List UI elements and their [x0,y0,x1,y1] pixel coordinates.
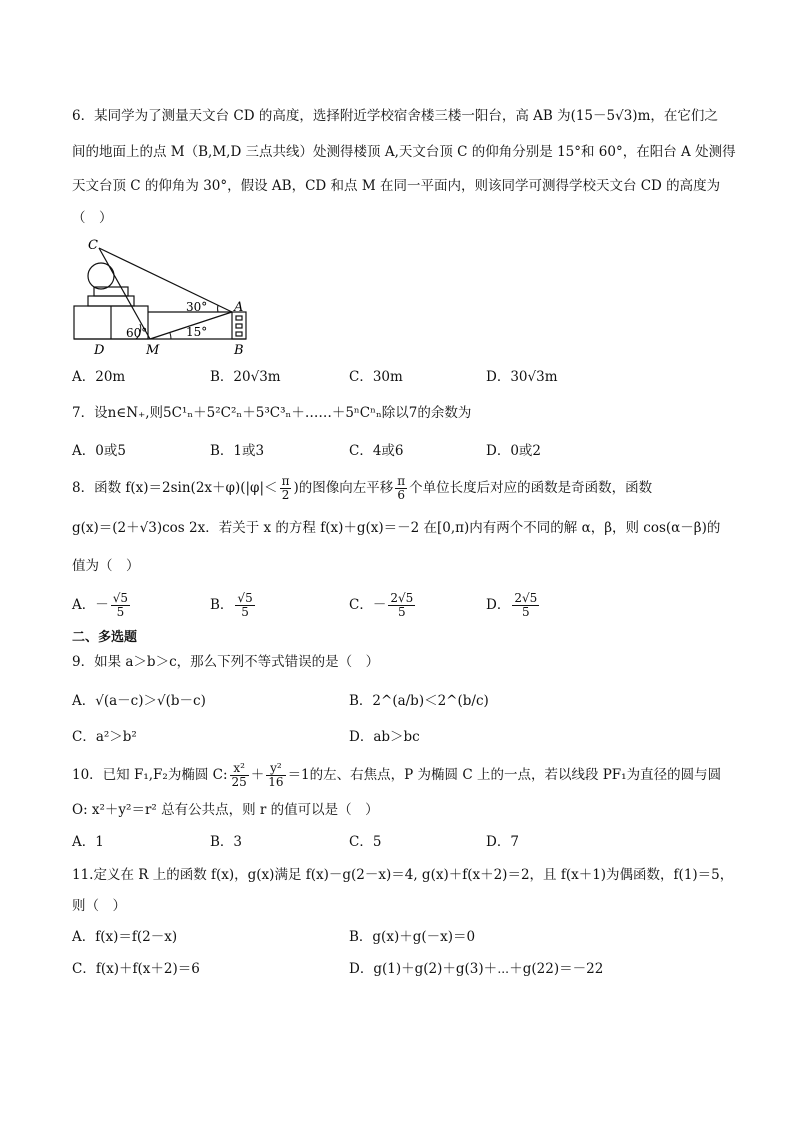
q10-option-b[interactable]: B．3 [210,834,243,850]
q8-option-a[interactable] [72,588,132,622]
q9-stem: 9．如果 a＞b＞c，那么下列不等式错误的是（ ） [72,654,380,670]
q8-stem-line-1 [72,473,652,503]
q7-option-c[interactable]: C．4或6 [349,443,404,459]
option-fraction [388,592,415,619]
q9-options-row-2 [72,726,732,748]
frac-den: 5 [116,605,125,619]
label-A: A [234,300,244,315]
q10-options [72,831,732,853]
frac-num: y² [266,762,285,776]
q6-stem-line-2: 间的地面上的点 M（B,M,D 三点共线）处测得楼顶 A,天文台顶 C 的仰角分别是 15°和 60°，在阳台 A 处测得 [72,144,736,160]
q8-stem-line-3: 值为（ ） [72,558,140,574]
q10-plus-sign: ＋ [250,767,265,783]
option-prefix: C．－ [349,597,387,613]
q10-option-a[interactable]: A．1 [72,834,104,850]
q8-stem-part-3: 个单位长度后对应的函数是奇函数，函数 [409,480,653,496]
option-fraction [111,592,130,619]
label-B: B [234,343,244,358]
q9-option-c[interactable]: C．a²＞b² [72,729,137,745]
q7-options [72,440,732,462]
q9-option-a[interactable]: A．√(a－c)＞√(b－c) [72,693,206,709]
dormitory-building [232,312,246,339]
frac-den: 5 [521,605,530,619]
label-D: D [94,343,105,358]
angle-60: 60° [126,326,148,340]
q10-option-c[interactable]: C．5 [349,834,382,850]
q11-option-d[interactable]: D．g(1)＋g(2)＋g(3)＋⋯＋g(22)＝－22 [349,961,604,977]
angle-30: 30° [186,300,208,314]
q10-fraction-x2-over-25 [230,762,249,789]
q11-stem-line-1: 11.定义在 R 上的函数 f(x)，g(x)满足 f(x)－g(2－x)＝4, g(x)＋f(x＋2)＝2，且 f(x＋1)为偶函数，f(1)＝5， [72,867,734,883]
q8-stem-part-2: )的图像向左平移 [293,480,394,496]
q6-option-a[interactable]: A．20m [72,369,126,385]
frac-num: 2√5 [514,591,538,605]
q11-options-row-2 [72,958,732,980]
angle-15: 15° [186,325,208,339]
option-prefix: A．－ [72,597,109,613]
frac-den: 25 [231,775,247,789]
q8-option-d[interactable] [486,588,541,622]
q7-stem: 7．设n∈N₊,则5C¹ₙ＋5²C²ₙ＋5³C³ₙ＋……＋5ⁿCⁿₙ除以7的余数为 [72,405,472,421]
label-M: M [146,343,160,358]
q7-option-d[interactable]: D．0或2 [486,443,542,459]
option-fraction [235,592,254,619]
option-prefix: D． [486,597,511,613]
q9-option-d[interactable]: D．ab＞bc [349,729,420,745]
q9-option-b[interactable]: B．2^(a/b)＜2^(b/c) [349,693,489,709]
sight-lines [74,248,246,339]
q6-option-c[interactable]: C．30m [349,369,403,385]
frac-num: π [397,474,406,488]
frac-num: √5 [112,591,129,605]
q10-stem-part-2: ＝1的左、右焦点，P 为椭圆 C 上的一点，若以线段 PF₁为直径的圆与圆 [287,767,722,783]
q9-options-row-1 [72,690,732,712]
q11-option-a[interactable]: A．f(x)＝f(2－x) [72,929,178,945]
q10-option-d[interactable]: D．7 [486,834,519,850]
q8-fraction-pi-over-6 [395,475,407,502]
q6-option-d[interactable]: D．30√3m [486,369,558,385]
q8-stem-line-2: g(x)＝(2＋√3)cos 2x．若关于 x 的方程 f(x)＋g(x)＝－2 在[0,π)内有两个不同的解 α，β，则 cos(α－β)的 [72,520,721,536]
q6-option-b[interactable]: B．20√3m [210,369,281,385]
q6-answer-paren: （ ） [72,210,113,226]
frac-den: 2 [281,488,290,502]
q10-stem-line-2: O: x²＋y²＝r² 总有公共点，则 r 的值可以是（ ） [72,802,379,818]
q8-stem-part-1: 8．函数 f(x)＝2sin(2x＋φ)(|φ|＜ [72,480,278,496]
frac-num: π [281,474,290,488]
q6-geometry-figure [70,234,260,358]
option-fraction [512,592,539,619]
q8-option-c[interactable] [349,588,417,622]
q11-option-c[interactable]: C．f(x)＋f(x＋2)＝6 [72,961,200,977]
q7-option-b[interactable]: B．1或3 [210,443,265,459]
frac-num: 2√5 [390,591,414,605]
frac-den: 16 [268,775,284,789]
q6-options [72,366,732,388]
q10-fraction-y2-over-16 [266,762,285,789]
frac-num: x² [230,762,249,776]
q11-option-b[interactable]: B．g(x)＋g(－x)＝0 [349,929,476,945]
option-prefix: B． [210,597,234,613]
q6-stem-line-3: 天文台顶 C 的仰角为 30°，假设 AB，CD 和点 M 在同一平面内，则该同学可测得学校天文台 CD 的高度为 [72,178,721,194]
section-multiple-choice-heading: 二、多选题 [72,630,138,645]
frac-den: 6 [397,488,405,502]
label-C: C [88,238,98,253]
frac-den: 5 [241,605,249,619]
q8-option-b[interactable] [210,588,257,622]
q7-option-a[interactable]: A．0或5 [72,443,126,459]
q8-options [72,588,732,622]
q11-options-row-1 [72,926,732,948]
frac-num: √5 [237,591,253,605]
q10-stem-line-1 [72,758,721,792]
q11-stem-line-2: 则（ ） [72,898,126,914]
frac-den: 5 [397,605,406,619]
q8-fraction-pi-over-2 [280,475,292,502]
q10-stem-part-1: 10．已知 F₁,F₂为椭圆 C: [72,767,228,783]
q6-stem-line-1: 6．某同学为了测量天文台 CD 的高度，选择附近学校宿舍楼三楼一阳台，高 AB 为(15－5√3)m，在它们之 [72,108,718,124]
